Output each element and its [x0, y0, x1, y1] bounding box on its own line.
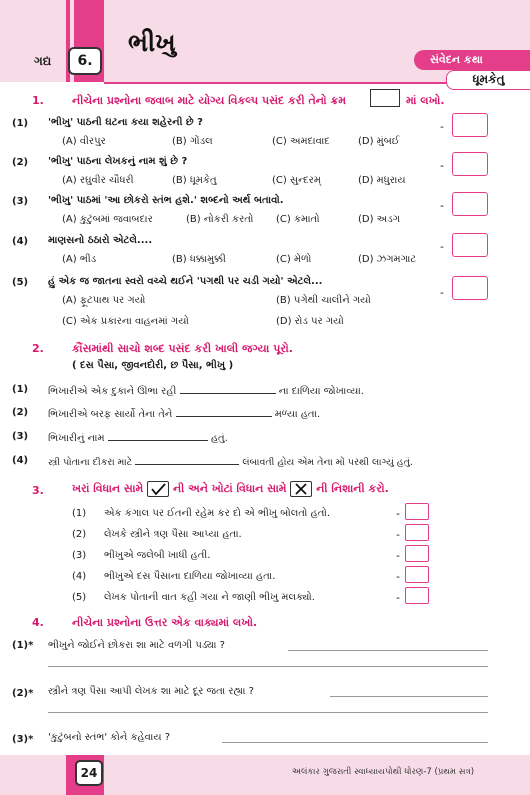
answer-box-sample [370, 89, 400, 107]
option-d: (D) ઝગમગાટ [358, 254, 417, 265]
blank-3[interactable] [108, 431, 208, 441]
cross-icon [290, 481, 312, 497]
answer-box-q5[interactable] [452, 276, 488, 300]
question-number: (3)* [12, 734, 34, 745]
page-number: 24 [75, 760, 103, 786]
true-false-box-2[interactable] [405, 524, 429, 541]
statement-text: ભીખુએ દસ પૈસાના દાળિયા જોખાવ્યા હતા. [104, 571, 276, 582]
author-badge: ધૂમકેતુ [446, 70, 530, 90]
fill-text-post: લંબાવતી હોય એમ તેના મોં પરથી લાગ્યું હતું. [242, 457, 413, 468]
blank-2[interactable] [176, 407, 272, 417]
option-a: (A) ફૂટપાથ પર ગયો [62, 295, 146, 306]
blank-4[interactable] [135, 455, 239, 465]
section-1-number: 1. [32, 94, 44, 107]
section-2-heading: કૌંસમાંથી સાચો શબ્દ પસંદ કરી ખાલી જગ્યા પૂરો. [72, 342, 293, 355]
check-icon [147, 481, 169, 497]
option-a: (A) રઘુવીર ચૌધરી [62, 175, 134, 186]
genre-badge: સંવેદન કથા [414, 50, 530, 70]
lesson-title: ભીખુ [128, 28, 176, 57]
answer-dash: - [440, 199, 444, 212]
option-b: (B) ધક્કામુક્કી [172, 254, 226, 265]
question-number: (1) [12, 118, 29, 129]
fill-text-post: મળ્યા હતા. [274, 409, 321, 420]
statement-number: (2) [72, 529, 87, 540]
question-number: (4) [12, 236, 29, 247]
answer-line[interactable] [288, 650, 488, 651]
fill-item-2 [48, 407, 320, 420]
statement-number: (5) [72, 592, 87, 603]
lesson-number: 6. [68, 47, 102, 75]
section-1-heading: નીચેના પ્રશ્નોના જવાબ માટે યોગ્ય વિકલ્પ પસંદ કરી તેનો ક્રમ [72, 94, 347, 107]
question-number: (2)* [12, 688, 34, 699]
true-false-box-1[interactable] [405, 503, 429, 520]
option-c: (C) કમાતો [276, 214, 320, 225]
statement-text: એક કંગાલ પર ઈતની રહેમ કર દો એ ભીખુ બોલતો હતો. [104, 508, 331, 519]
fill-text-pre: ભિખારીએ એક દુકાને ઊભા રહી [48, 386, 177, 397]
section-4-heading: નીચેના પ્રશ્નોના ઉત્તર એક વાક્યમાં લખો. [72, 616, 258, 629]
section-3-heading-part: ખરાં વિધાન સામે [72, 482, 144, 495]
section-3-heading [72, 481, 389, 497]
statement-number: (3) [72, 550, 87, 561]
question-text: માણસનો ઠઠારો એટલે.... [48, 235, 153, 246]
option-c: (C) એક પ્રકારના વાહનમાં ગયો [62, 316, 189, 327]
item-number: (3) [12, 431, 29, 442]
answer-line[interactable] [48, 666, 488, 667]
option-a: (A) વીરપુર [62, 136, 106, 147]
statement-text: લેખક પોતાની વાત કહી ગયા ને જાણી ભીખુ મલક્યો. [104, 592, 315, 603]
statement-number: (4) [72, 571, 87, 582]
fill-text-pre: સ્ત્રી પોતાના દીકરા માટે [48, 457, 133, 468]
answer-line[interactable] [48, 712, 488, 713]
option-b: (B) ગોંડલ [172, 136, 213, 147]
section-1-heading-end: માં લખો. [406, 94, 445, 107]
option-c: (C) મેળો [276, 254, 312, 265]
section-label: ગદ્ય [34, 54, 52, 68]
option-d: (D) મધુરાય [358, 175, 406, 186]
answer-dash: - [440, 286, 444, 299]
answer-box-q1[interactable] [452, 113, 488, 137]
option-d: (D) રોડ પર ગયો [276, 316, 344, 327]
option-a: (A) ભીડ [62, 254, 97, 265]
blank-1[interactable] [180, 384, 276, 394]
option-b: (B) નોકરી કરતો [186, 214, 254, 225]
answer-dash: - [440, 159, 444, 172]
fill-text-pre: ભિખારીનું નામ [48, 433, 105, 444]
answer-dash: - [396, 570, 400, 583]
option-a: (A) કુટુંબમાં જવાબદાર [62, 214, 153, 225]
book-title: અલંકાર ગુજરાતી સ્વાધ્યાયપોથી ધોરણ-7 (પ્રથમ સત્ર) [292, 767, 475, 777]
statement-text: લેખકે સ્ત્રીને ત્રણ પૈસા આપ્યા હતા. [104, 529, 242, 540]
option-d: (D) મુંબઈ [358, 136, 400, 147]
true-false-box-3[interactable] [405, 545, 429, 562]
fill-text-post: હતું. [210, 433, 228, 444]
option-d: (D) અડગ [358, 214, 401, 225]
question-number: (2) [12, 157, 29, 168]
answer-line[interactable] [330, 696, 488, 697]
answer-dash: - [440, 240, 444, 253]
option-b: (B) પગેથી ચાલીને ગયો [276, 295, 371, 306]
question-number: (3) [12, 196, 29, 207]
answer-box-q2[interactable] [452, 152, 488, 176]
answer-dash: - [396, 591, 400, 604]
question-text: 'ભીખુ' પાઠના લેખકનું નામ શું છે ? [48, 156, 188, 167]
fill-item-3 [48, 431, 228, 444]
fill-item-4 [48, 455, 413, 468]
section-3-heading-part: ની અને ખોટાં વિધાન સામે [172, 482, 287, 495]
question-number: (1)* [12, 640, 34, 651]
item-number: (1) [12, 384, 29, 395]
answer-box-q4[interactable] [452, 233, 488, 257]
question-text: 'કુટુંબનો સ્તંભ' કોને કહેવાય ? [48, 732, 171, 743]
item-number: (4) [12, 455, 29, 466]
option-c: (C) સુન્દરમ્ [272, 175, 321, 186]
answer-dash: - [440, 120, 444, 133]
section-3-number: 3. [32, 484, 44, 497]
answer-dash: - [396, 549, 400, 562]
answer-box-q3[interactable] [452, 192, 488, 216]
question-number: (5) [12, 277, 29, 288]
section-4-number: 4. [32, 616, 44, 629]
question-text: 'ભીખુ' પાઠમાં 'આ છોકરો સ્તંભ હશે.' શબ્દનો અર્થ બતાવો. [48, 195, 284, 206]
true-false-box-4[interactable] [405, 566, 429, 583]
section-2-number: 2. [32, 342, 44, 355]
true-false-box-5[interactable] [405, 587, 429, 604]
question-text: ભીખુને જોઈને છોકરા શા માટે વળગી પડ્યા ? [48, 640, 225, 651]
question-text: 'ભીખુ' પાઠની ઘટના કયા શહેરની છે ? [48, 117, 203, 128]
section-3-heading-part: ની નિશાની કરો. [316, 482, 389, 495]
question-text: હું એક જ જાતના સ્વરો વચ્ચે થઈને 'પગથી પર ચડી ગયો' એટલે... [48, 276, 323, 287]
answer-line[interactable] [222, 742, 488, 743]
option-c: (C) અમદાવાદ [272, 136, 330, 147]
question-text: સ્ત્રીને ત્રણ પૈસા આપી લેખક શા માટે દૂર જતા રહ્યા ? [48, 686, 254, 697]
fill-text-pre: ભિખારીએ બરફ સાર્યો તેના તેને [48, 409, 173, 420]
answer-dash: - [396, 507, 400, 520]
answer-dash: - [396, 528, 400, 541]
statement-number: (1) [72, 508, 87, 519]
option-b: (B) ધૂમકેતુ [172, 175, 217, 186]
word-bank: ( દસ પૈસા, જીવનદોરી, છ પૈસા, ભીખુ ) [72, 360, 234, 371]
fill-text-post: ના દાળિયા જોખાવ્યા. [278, 386, 364, 397]
item-number: (2) [12, 407, 29, 418]
fill-item-1 [48, 384, 364, 397]
statement-text: ભીખુએ જલેબી ખાધી હતી. [104, 550, 211, 561]
